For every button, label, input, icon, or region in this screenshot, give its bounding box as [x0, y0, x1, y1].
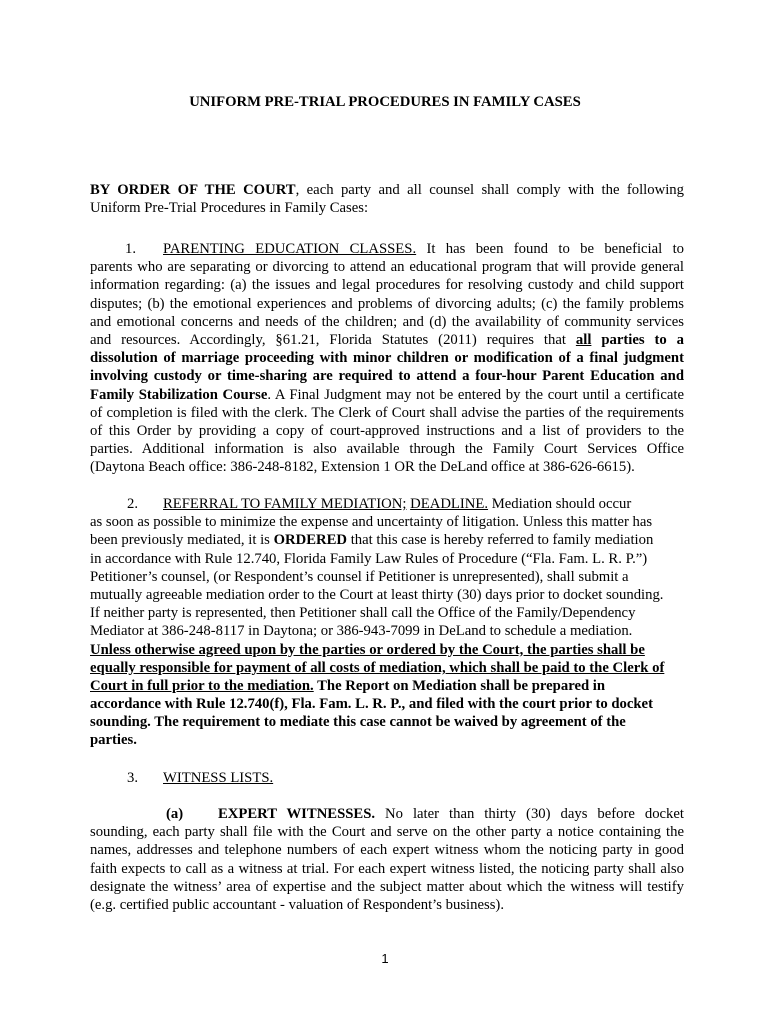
text-run: (e.g. certified public accountant - valuation of Respondent’s business). — [90, 896, 504, 913]
text-run: as soon as possible to minimize the expense and uncertainty of litigation. Unless this matter has — [90, 514, 653, 531]
preamble-line-1 — [90, 181, 684, 199]
bold-text: accordance with Rule 12.740(f), Fla. Fam. L. R. P., and filed with the court prior to docket — [90, 696, 653, 713]
subsection-a-heading: EXPERT WITNESSES. — [218, 806, 376, 822]
section-2-heading-deadline: DEADLINE. — [410, 496, 489, 512]
text-run: designate the witness’ area of expertise and the subject matter about which the witness will testify — [90, 878, 684, 895]
section-1-line-9 — [90, 386, 684, 404]
preamble-line-2 — [90, 199, 684, 217]
text-run: and emotional concerns and needs of the children; and (d) the availability of community services — [90, 313, 684, 330]
section-2 — [90, 495, 684, 750]
section-2-line-3 — [90, 531, 684, 549]
section-3-line-1 — [90, 769, 684, 787]
section-1-line-5 — [90, 313, 684, 331]
bold-text: ORDERED — [273, 532, 348, 549]
section-1-line-11 — [90, 422, 684, 440]
text-run: of completion is filed with the clerk. The Clerk of Court shall advise the parties of the requirements — [90, 404, 684, 421]
text-run: It has been found to be beneficial to — [416, 241, 684, 257]
section-1-line-6 — [90, 331, 684, 349]
section-1-line-1 — [90, 240, 684, 258]
section-3a — [90, 805, 684, 914]
text-run: information regarding: (a) the issues and legal procedures for resolving custody and child support — [90, 277, 684, 294]
page-number: 1 — [381, 951, 389, 966]
section-1-line-2 — [90, 258, 684, 276]
section-2-line-7 — [90, 604, 684, 622]
document-title: UNIFORM PRE-TRIAL PROCEDURES IN FAMILY CASES — [189, 94, 581, 110]
section-3 — [90, 769, 684, 787]
bold-underlined-text: Court in full prior to the mediation. — [90, 677, 314, 694]
text-run: faith expects to call as a witness at trial. For each expert witness listed, the noticing party shall also — [90, 860, 684, 877]
section-2-line-5 — [90, 568, 684, 586]
section-2-heading: REFERRAL TO FAMILY MEDIATION; — [163, 496, 407, 512]
subsection-a-label: (a) — [166, 806, 184, 822]
bold-text: parties to a — [591, 331, 684, 348]
section-1-line-10 — [90, 404, 684, 422]
text-run: parents who are separating or divorcing to attend an educational program that will provide general — [90, 259, 684, 276]
section-3a-line-2 — [90, 823, 684, 841]
section-1-line-13 — [90, 458, 684, 476]
text-run: (Daytona Beach office: 386-248-8182, Extension 1 OR the DeLand office at 386-626-6615). — [90, 459, 635, 476]
bold-underlined-text: all — [575, 331, 592, 348]
text-run: , each party and all counsel shall comply with the following — [295, 182, 684, 198]
section-1-line-3 — [90, 276, 684, 294]
section-3a-line-1 — [90, 805, 684, 823]
section-1-line-12 — [90, 440, 684, 458]
section-2-line-9 — [90, 641, 684, 659]
bold-text: Family Stabilization Course — [90, 386, 268, 403]
section-1-number: 1. — [125, 241, 137, 257]
section-3a-line-6 — [90, 896, 684, 914]
bold-text: The Report on Mediation shall be prepared in — [313, 677, 606, 694]
text-run: that this case is hereby referred to family mediation — [347, 532, 654, 549]
section-2-line-1 — [90, 495, 684, 513]
section-2-line-13 — [90, 713, 684, 731]
section-2-number: 2. — [127, 496, 139, 512]
section-2-line-11 — [90, 677, 684, 695]
text-run: mutually agreeable mediation order to the Court at least thirty (30) days prior to docket sounding. — [90, 586, 664, 603]
text-run: No later than thirty (30) days before docket — [375, 806, 684, 822]
text-run: in accordance with Rule 12.740, Florida Family Law Rules of Procedure (“Fla. Fam. L. R. P.”) — [90, 550, 648, 567]
text-run: names, addresses and telephone numbers of each expert witness whom the noticing party in good — [90, 842, 684, 859]
section-1-line-7 — [90, 349, 684, 367]
section-2-line-6 — [90, 586, 684, 604]
text-run: Petitioner’s counsel, (or Respondent’s counsel if Petitioner is unrepresented), shall submit a — [90, 568, 629, 585]
bold-text: BY ORDER OF THE COURT — [90, 182, 296, 198]
section-1-heading: PARENTING EDUCATION CLASSES. — [163, 241, 417, 257]
text-run: and resources. Accordingly, §61.21, Florida Statutes (2011) requires that — [90, 331, 576, 348]
bold-text: involving custody or time-sharing are required to attend a four-hour Parent Education and — [90, 368, 684, 385]
section-1-line-8 — [90, 367, 684, 385]
section-2-line-2 — [90, 513, 684, 531]
section-2-line-12 — [90, 695, 684, 713]
bold-text: dissolution of marriage proceeding with minor children or modification of a final judgment — [90, 350, 684, 367]
text-run: sounding, each party shall file with the Court and serve on the other party a notice containing the — [90, 824, 684, 841]
bold-text: sounding. The requirement to mediate this case cannot be waived by agreement of the — [90, 714, 626, 731]
section-3-heading: WITNESS LISTS. — [163, 770, 274, 786]
section-1 — [90, 240, 684, 476]
text-run: parties. Additional information is also available through the Family Court Services Office — [90, 441, 684, 458]
text-run: been previously mediated, it is — [90, 532, 274, 549]
text-run: of this Order by providing a copy of court-approved instructions and a list of providers to the — [90, 422, 684, 439]
bold-underlined-text: Unless otherwise agreed upon by the parties or ordered by the Court, the parties shall be — [90, 641, 645, 658]
bold-text: parties. — [90, 732, 137, 749]
text-run: . A Final Judgment may not be entered by the court until a certificate — [267, 386, 684, 403]
section-3a-line-3 — [90, 841, 684, 859]
section-3-number: 3. — [127, 770, 139, 786]
section-2-line-10 — [90, 659, 684, 677]
section-2-line-14 — [90, 731, 684, 749]
section-2-line-8 — [90, 622, 684, 640]
section-3a-line-4 — [90, 860, 684, 878]
text-run: Mediation should occur — [488, 496, 632, 512]
bold-underlined-text: equally responsible for payment of all costs of mediation, which shall be paid to the Clerk of — [90, 659, 665, 676]
section-1-line-4 — [90, 295, 684, 313]
text-run: If neither party is represented, then Petitioner shall call the Office of the Family/Dependency — [90, 605, 636, 622]
section-3a-line-5 — [90, 878, 684, 896]
section-2-line-4 — [90, 550, 684, 568]
text-run: disputes; (b) the emotional experiences and problems of divorcing adults; (c) the family problems — [90, 295, 684, 312]
text-run: Uniform Pre-Trial Procedures in Family Cases: — [90, 200, 369, 217]
preamble — [90, 181, 684, 217]
text-run: Mediator at 386-248-8117 in Daytona; or 386-943-7099 in DeLand to schedule a mediation. — [90, 623, 633, 640]
